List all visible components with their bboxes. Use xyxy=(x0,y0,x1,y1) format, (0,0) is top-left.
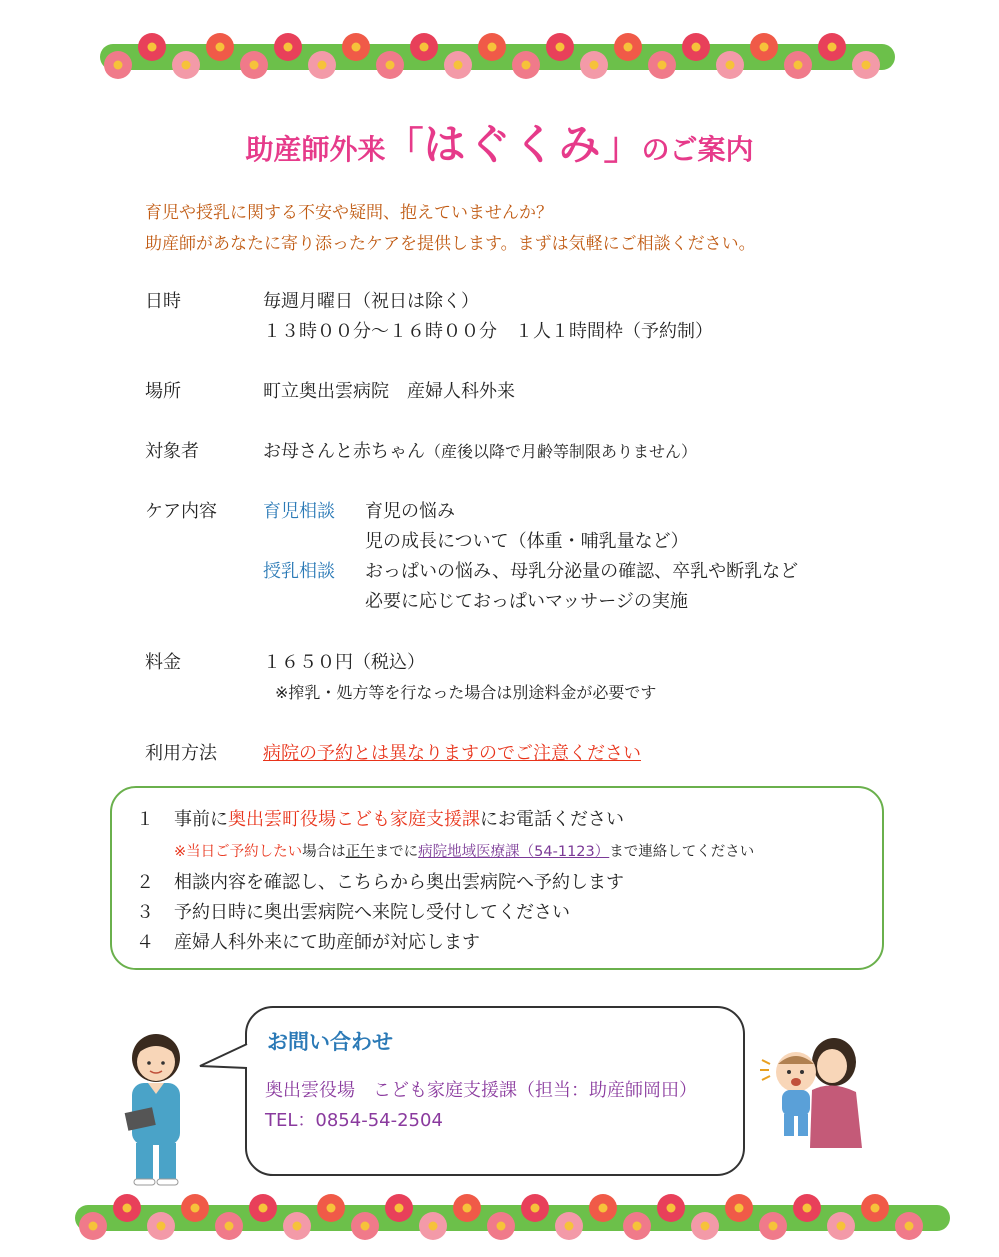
flower-icon xyxy=(623,1212,651,1240)
fee-amount: １６５０円（税込） xyxy=(263,652,425,673)
flower-icon xyxy=(240,51,268,79)
flower-icon xyxy=(308,51,336,79)
flower-icon xyxy=(206,33,234,61)
flower-border-bottom xyxy=(0,1183,999,1253)
flower-icon xyxy=(181,1194,209,1222)
intro-line-1: 育児や授乳に関する不安や疑問、抱えていませんか？ xyxy=(145,203,553,223)
usage-warning: 病院の予約とは異なりますのでご注意ください xyxy=(263,743,641,764)
flower-icon xyxy=(793,1194,821,1222)
title-open-bracket: 「 xyxy=(385,124,424,168)
flower-icon xyxy=(512,51,540,79)
step-number: １ xyxy=(136,809,154,830)
care-childcare-lines xyxy=(365,497,689,557)
contact-org: 奥出雲役場 こども家庭支援課（担当：助産師岡田） xyxy=(265,1080,697,1101)
flower-icon xyxy=(172,51,200,79)
flower-icon xyxy=(725,1194,753,1222)
note-text: まで連絡してください xyxy=(609,844,755,860)
note-noon: 正午 xyxy=(345,844,375,860)
flower-icon xyxy=(818,33,846,61)
flower-icon xyxy=(147,1212,175,1240)
target-value xyxy=(263,437,697,467)
flower-border-icon xyxy=(0,22,999,92)
flower-icon xyxy=(895,1212,923,1240)
flower-icon xyxy=(444,51,472,79)
flower-icon xyxy=(521,1194,549,1222)
step-text: 産婦人科外来にて助産師が対応します xyxy=(174,932,480,953)
flower-icon xyxy=(580,51,608,79)
flower-icon xyxy=(827,1212,855,1240)
flower-icon xyxy=(317,1194,345,1222)
care-line: 必要に応じておっぱいマッサージの実施 xyxy=(365,591,688,612)
step-1-post: にお電話ください xyxy=(480,809,624,830)
flower-border-top xyxy=(0,22,999,92)
place-value: 町立奥出雲病院 産婦人科外来 xyxy=(263,381,515,402)
flower-icon xyxy=(104,51,132,79)
flower-icon xyxy=(385,1194,413,1222)
flower-icon xyxy=(657,1194,685,1222)
flower-icon xyxy=(283,1212,311,1240)
flower-icon xyxy=(113,1194,141,1222)
steps-box xyxy=(110,786,884,970)
flower-icon xyxy=(589,1194,617,1222)
fee-note: ※搾乳・処方等を行なった場合は別途料金が必要です xyxy=(275,683,657,702)
target-main: お母さんと赤ちゃん xyxy=(263,441,425,462)
step-number: ４ xyxy=(136,932,154,953)
step-1-pre: 事前に xyxy=(174,809,228,830)
schedule-line-2: １３時００分～１６時００分 １人１時間枠（予約制） xyxy=(263,321,713,342)
note-contact: 病院地域医療課（54-1123） xyxy=(418,844,610,860)
note-text: 場合は xyxy=(302,844,346,860)
target-label: 対象者 xyxy=(145,441,199,462)
speech-tail-icon xyxy=(196,1040,248,1080)
step-text: 相談内容を確認し、こちらから奥出雲病院へ予約します xyxy=(174,872,624,893)
flower-icon xyxy=(478,33,506,61)
flower-icon xyxy=(759,1212,787,1240)
flower-icon xyxy=(861,1194,889,1222)
flower-icon xyxy=(648,51,676,79)
flower-border-icon xyxy=(0,1183,999,1253)
step-text: 予約日時に奥出雲病院へ来院し受付してください xyxy=(174,902,570,923)
fee-label: 料金 xyxy=(145,652,181,673)
step-number: ２ xyxy=(136,872,154,893)
contact-box xyxy=(245,1006,745,1176)
care-line: おっぱいの悩み、母乳分泌量の確認、卒乳や断乳など xyxy=(365,561,799,582)
step-1-highlight: 奥出雲町役場こども家庭支援課 xyxy=(228,809,480,830)
flower-icon xyxy=(249,1194,277,1222)
care-line: 育児の悩み xyxy=(365,501,455,522)
title-name: はぐくみ xyxy=(423,120,604,169)
schedule-label: 日時 xyxy=(145,291,181,312)
contact-tel: TEL：0854-54-2504 xyxy=(265,1110,443,1131)
note-text: までに xyxy=(374,844,419,860)
care-category-breastfeeding: 授乳相談 xyxy=(263,561,335,582)
flower-icon xyxy=(750,33,778,61)
flower-icon xyxy=(215,1212,243,1240)
care-label: ケア内容 xyxy=(145,501,217,522)
target-note: （産後以降で月齢等制限ありません） xyxy=(425,442,698,461)
flower-icon xyxy=(419,1212,447,1240)
flower-icon xyxy=(342,33,370,61)
schedule-value xyxy=(263,287,713,347)
care-line: 児の成長について（体重・哺乳量など） xyxy=(365,531,689,552)
title-suffix: のご案内 xyxy=(641,133,754,166)
schedule-line-1: 毎週月曜日（祝日は除く） xyxy=(263,291,479,312)
mother-baby-illustration-icon xyxy=(752,1030,872,1150)
flower-icon xyxy=(138,33,166,61)
flower-icon xyxy=(351,1212,379,1240)
title-prefix: 助産師外来 xyxy=(245,133,386,166)
note-red: ※当日ご予約したい xyxy=(174,844,303,860)
flower-icon xyxy=(376,51,404,79)
fee-value xyxy=(263,648,656,708)
flower-icon xyxy=(453,1194,481,1222)
intro-line-2: 助産師があなたに寄り添ったケアを提供します。まずは気軽にご相談ください。 xyxy=(145,234,756,254)
place-label: 場所 xyxy=(145,381,181,402)
care-category-childcare: 育児相談 xyxy=(263,501,335,522)
step-note xyxy=(174,840,754,861)
flower-icon xyxy=(546,33,574,61)
flower-icon xyxy=(716,51,744,79)
page-title xyxy=(0,112,999,172)
flower-icon xyxy=(682,33,710,61)
step-text xyxy=(174,805,624,831)
flower-icon xyxy=(555,1212,583,1240)
flower-icon xyxy=(691,1212,719,1240)
flower-icon xyxy=(79,1212,107,1240)
step-number: ３ xyxy=(136,902,154,923)
title-close-bracket: 」 xyxy=(603,124,642,168)
flower-icon xyxy=(614,33,642,61)
usage-label: 利用方法 xyxy=(145,743,217,764)
flower-icon xyxy=(487,1212,515,1240)
flower-icon xyxy=(852,51,880,79)
nurse-illustration-icon xyxy=(108,1028,208,1188)
care-breastfeeding-lines xyxy=(365,557,798,617)
contact-title: お問い合わせ xyxy=(267,1030,393,1054)
flower-icon xyxy=(784,51,812,79)
flower-icon xyxy=(410,33,438,61)
intro-text xyxy=(145,198,756,260)
flower-icon xyxy=(274,33,302,61)
